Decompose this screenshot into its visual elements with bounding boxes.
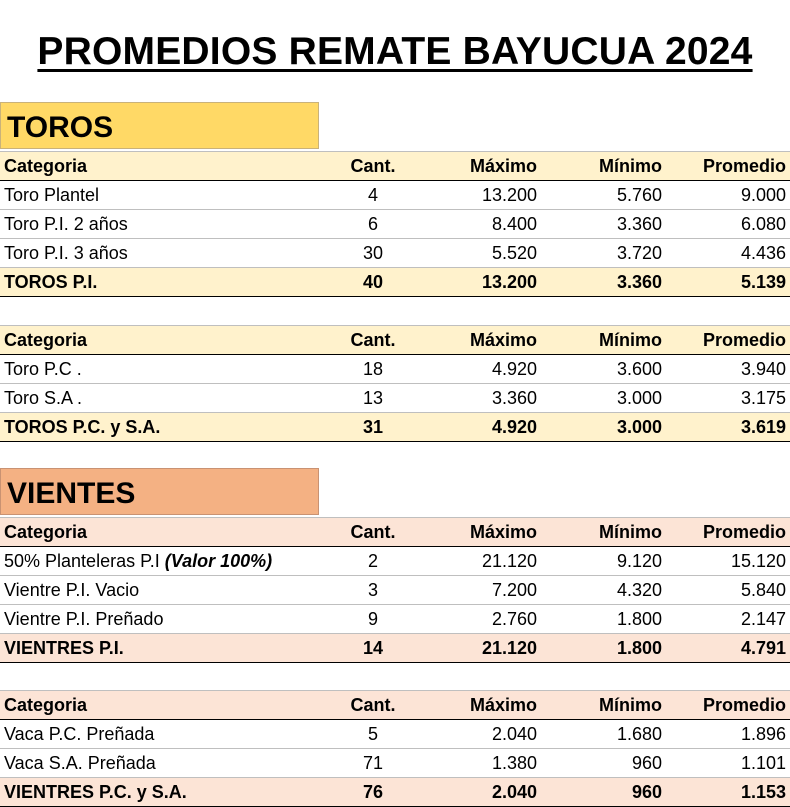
cell-maximo: 4.920 — [428, 355, 543, 384]
total-promedio: 4.791 — [668, 634, 790, 663]
table-vientres-pc-sa — [0, 690, 790, 807]
total-maximo: 21.120 — [428, 634, 543, 663]
cell-categoria: Toro S.A . — [0, 384, 318, 413]
cell-minimo: 1.800 — [543, 605, 668, 634]
cell-minimo: 1.680 — [543, 720, 668, 749]
table-total-row — [0, 634, 790, 663]
total-minimo: 3.000 — [543, 413, 668, 442]
total-cant: 14 — [318, 634, 428, 663]
table-row — [0, 181, 790, 210]
table-row — [0, 605, 790, 634]
total-categoria: VIENTRES P.C. y S.A. — [0, 778, 318, 807]
cell-maximo: 8.400 — [428, 210, 543, 239]
cell-minimo: 9.120 — [543, 547, 668, 576]
total-cant: 40 — [318, 268, 428, 297]
cell-cant: 9 — [318, 605, 428, 634]
table-row — [0, 720, 790, 749]
cell-categoria — [0, 547, 318, 576]
cell-maximo: 13.200 — [428, 181, 543, 210]
table-total-row — [0, 413, 790, 442]
total-minimo: 960 — [543, 778, 668, 807]
total-cant: 31 — [318, 413, 428, 442]
cell-categoria: Toro Plantel — [0, 181, 318, 210]
table-header-row — [0, 518, 790, 547]
table-total-row — [0, 778, 790, 807]
table-header-row — [0, 326, 790, 355]
total-maximo: 2.040 — [428, 778, 543, 807]
section-label-toros: TOROS — [0, 102, 319, 149]
table-vientres-pi — [0, 517, 790, 663]
cell-cant: 13 — [318, 384, 428, 413]
cell-promedio: 1.896 — [668, 720, 790, 749]
total-maximo: 4.920 — [428, 413, 543, 442]
cell-minimo: 960 — [543, 749, 668, 778]
header-maximo: Máximo — [428, 518, 543, 547]
header-maximo: Máximo — [428, 691, 543, 720]
cell-maximo: 21.120 — [428, 547, 543, 576]
table-row — [0, 749, 790, 778]
total-maximo: 13.200 — [428, 268, 543, 297]
header-promedio: Promedio — [668, 691, 790, 720]
cell-cant: 18 — [318, 355, 428, 384]
section-label-vientes: VIENTES — [0, 468, 319, 515]
cell-promedio: 5.840 — [668, 576, 790, 605]
header-minimo: Mínimo — [543, 518, 668, 547]
cell-cant: 3 — [318, 576, 428, 605]
table-total-row — [0, 268, 790, 297]
cell-promedio: 4.436 — [668, 239, 790, 268]
header-maximo: Máximo — [428, 326, 543, 355]
cell-minimo: 3.000 — [543, 384, 668, 413]
cell-cant: 6 — [318, 210, 428, 239]
header-cant: Cant. — [318, 691, 428, 720]
cell-promedio: 3.175 — [668, 384, 790, 413]
total-categoria: TOROS P.I. — [0, 268, 318, 297]
table-header-row — [0, 691, 790, 720]
header-categoria: Categoria — [0, 691, 318, 720]
total-categoria: VIENTRES P.I. — [0, 634, 318, 663]
cell-categoria-text: 50% Planteleras P.I — [4, 550, 160, 571]
cell-maximo: 1.380 — [428, 749, 543, 778]
header-promedio: Promedio — [668, 518, 790, 547]
table-row — [0, 210, 790, 239]
table-row — [0, 384, 790, 413]
header-maximo: Máximo — [428, 152, 543, 181]
cell-cant: 2 — [318, 547, 428, 576]
total-cant: 76 — [318, 778, 428, 807]
cell-promedio: 15.120 — [668, 547, 790, 576]
cell-minimo: 3.600 — [543, 355, 668, 384]
cell-minimo: 3.720 — [543, 239, 668, 268]
total-categoria: TOROS P.C. y S.A. — [0, 413, 318, 442]
cell-cant: 5 — [318, 720, 428, 749]
cell-promedio: 9.000 — [668, 181, 790, 210]
cell-minimo: 4.320 — [543, 576, 668, 605]
cell-promedio: 6.080 — [668, 210, 790, 239]
header-categoria: Categoria — [0, 152, 318, 181]
cell-cant: 30 — [318, 239, 428, 268]
header-minimo: Mínimo — [543, 691, 668, 720]
table-toros-pc-sa — [0, 325, 790, 442]
cell-minimo: 5.760 — [543, 181, 668, 210]
cell-categoria: Vientre P.I. Preñado — [0, 605, 318, 634]
cell-minimo: 3.360 — [543, 210, 668, 239]
header-promedio: Promedio — [668, 152, 790, 181]
cell-note: (Valor 100%) — [164, 550, 273, 571]
header-cant: Cant. — [318, 518, 428, 547]
cell-categoria: Toro P.I. 2 años — [0, 210, 318, 239]
cell-promedio: 1.101 — [668, 749, 790, 778]
cell-maximo: 2.040 — [428, 720, 543, 749]
cell-maximo: 3.360 — [428, 384, 543, 413]
cell-maximo: 7.200 — [428, 576, 543, 605]
cell-cant: 4 — [318, 181, 428, 210]
cell-categoria: Toro P.C . — [0, 355, 318, 384]
header-minimo: Mínimo — [543, 152, 668, 181]
table-row — [0, 547, 790, 576]
header-promedio: Promedio — [668, 326, 790, 355]
cell-categoria: Vaca S.A. Preñada — [0, 749, 318, 778]
cell-cant: 71 — [318, 749, 428, 778]
cell-categoria: Toro P.I. 3 años — [0, 239, 318, 268]
header-cant: Cant. — [318, 152, 428, 181]
table-header-row — [0, 152, 790, 181]
cell-promedio: 2.147 — [668, 605, 790, 634]
cell-categoria: Vaca P.C. Preñada — [0, 720, 318, 749]
total-promedio: 5.139 — [668, 268, 790, 297]
total-minimo: 3.360 — [543, 268, 668, 297]
cell-maximo: 2.760 — [428, 605, 543, 634]
table-row — [0, 239, 790, 268]
header-cant: Cant. — [318, 326, 428, 355]
table-row — [0, 355, 790, 384]
header-minimo: Mínimo — [543, 326, 668, 355]
total-promedio: 1.153 — [668, 778, 790, 807]
table-toros-pi — [0, 151, 790, 297]
cell-promedio: 3.940 — [668, 355, 790, 384]
total-minimo: 1.800 — [543, 634, 668, 663]
table-row — [0, 576, 790, 605]
page-title: PROMEDIOS REMATE BAYUCUA 2024 — [37, 30, 753, 73]
cell-categoria: Vientre P.I. Vacio — [0, 576, 318, 605]
header-categoria: Categoria — [0, 518, 318, 547]
header-categoria: Categoria — [0, 326, 318, 355]
total-promedio: 3.619 — [668, 413, 790, 442]
cell-maximo: 5.520 — [428, 239, 543, 268]
